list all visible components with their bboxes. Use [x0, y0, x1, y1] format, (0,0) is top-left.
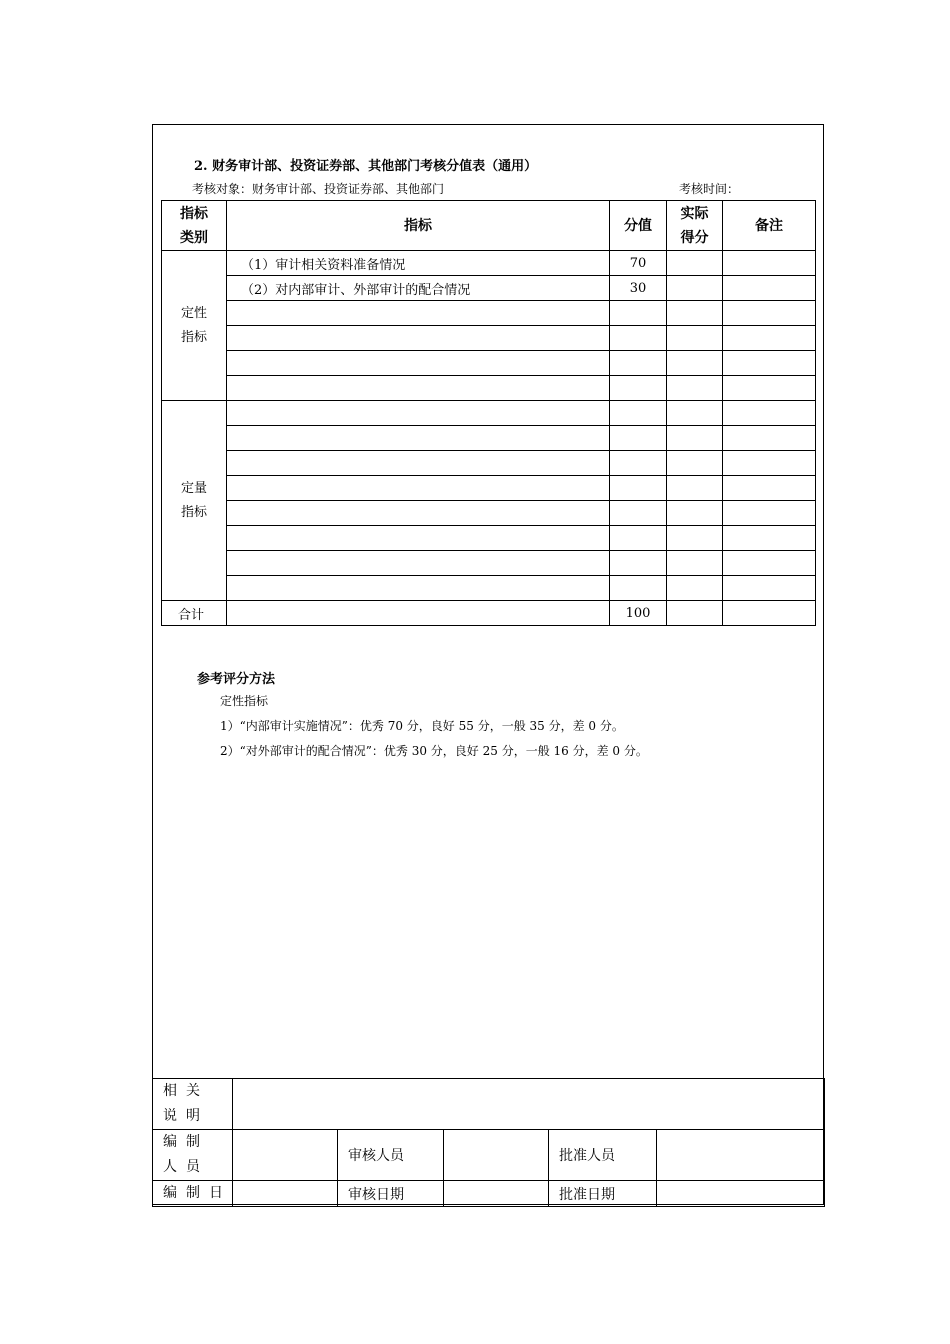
table-row — [162, 476, 816, 501]
score-cell[interactable] — [610, 401, 667, 426]
table-row — [162, 326, 816, 351]
header-remark: 备注 — [723, 201, 816, 251]
table-row — [162, 526, 816, 551]
reviewer-label: 审核人员 — [338, 1130, 444, 1181]
actual-score-cell[interactable] — [667, 501, 723, 526]
score-cell[interactable] — [610, 501, 667, 526]
related-notes-row — [153, 1079, 825, 1130]
table-row — [162, 376, 816, 401]
reviewer-field[interactable] — [444, 1130, 549, 1181]
score-cell[interactable] — [610, 326, 667, 351]
related-notes-label: 相关说明 — [153, 1079, 233, 1130]
table-row — [162, 301, 816, 326]
actual-score-cell[interactable] — [667, 426, 723, 451]
reference-title: 参考评分方法 — [197, 672, 276, 687]
actual-score-cell[interactable] — [667, 551, 723, 576]
approver-field[interactable] — [657, 1130, 825, 1181]
remark-cell[interactable] — [723, 301, 816, 326]
table-row — [162, 401, 816, 426]
table-row — [162, 501, 816, 526]
review-date-label: 审核日期 — [338, 1181, 444, 1207]
review-date-field[interactable] — [444, 1181, 549, 1207]
actual-score-cell[interactable] — [667, 376, 723, 401]
score-cell[interactable] — [610, 426, 667, 451]
score-cell: 30 — [610, 276, 667, 301]
approval-date-label: 批准日期 — [549, 1181, 657, 1207]
score-cell[interactable] — [610, 451, 667, 476]
indicator-cell[interactable] — [227, 351, 610, 376]
remark-cell[interactable] — [723, 351, 816, 376]
dates-row — [153, 1181, 825, 1207]
remark-cell[interactable] — [723, 376, 816, 401]
score-table — [161, 200, 816, 626]
table-row — [162, 351, 816, 376]
indicator-cell[interactable] — [227, 451, 610, 476]
prepared-by-field[interactable] — [233, 1130, 338, 1181]
personnel-row — [153, 1130, 825, 1181]
table-row — [162, 451, 816, 476]
score-cell[interactable] — [610, 351, 667, 376]
reference-subtitle: 定性指标 — [220, 694, 269, 708]
table-row — [162, 276, 816, 301]
qualitative-category: 定性指标 — [162, 251, 227, 401]
actual-score-cell[interactable] — [667, 401, 723, 426]
remark-cell[interactable] — [723, 426, 816, 451]
total-remark-cell[interactable] — [723, 601, 816, 626]
score-cell[interactable] — [610, 376, 667, 401]
header-score: 分值 — [610, 201, 667, 251]
prepared-date-label: 编制日 — [153, 1181, 233, 1207]
total-row — [162, 601, 816, 626]
remark-cell[interactable] — [723, 501, 816, 526]
score-cell: 70 — [610, 251, 667, 276]
remark-cell[interactable] — [723, 251, 816, 276]
score-cell[interactable] — [610, 551, 667, 576]
indicator-cell[interactable] — [227, 401, 610, 426]
remark-cell[interactable] — [723, 326, 816, 351]
total-label: 合计 — [162, 601, 227, 626]
approver-label: 批准人员 — [549, 1130, 657, 1181]
signoff-table — [152, 1078, 825, 1207]
related-notes-field[interactable] — [233, 1079, 825, 1130]
table-row — [162, 551, 816, 576]
actual-score-cell[interactable] — [667, 476, 723, 501]
reference-item: 1）“内部审计实施情况”：优秀 70 分，良好 55 分，一般 35 分，差 0 分。 — [220, 719, 624, 733]
actual-score-cell[interactable] — [667, 451, 723, 476]
score-cell[interactable] — [610, 526, 667, 551]
assessment-target: 考核对象：财务审计部、投资证券部、其他部门 — [192, 182, 445, 196]
indicator-cell[interactable] — [227, 526, 610, 551]
table-row — [162, 251, 816, 276]
approval-date-field[interactable] — [657, 1181, 825, 1207]
actual-score-cell[interactable] — [667, 351, 723, 376]
indicator-cell[interactable] — [227, 326, 610, 351]
assessment-time-label: 考核时间： — [679, 182, 740, 196]
score-cell[interactable] — [610, 301, 667, 326]
indicator-cell[interactable] — [227, 376, 610, 401]
actual-score-cell[interactable] — [667, 251, 723, 276]
remark-cell[interactable] — [723, 276, 816, 301]
indicator-cell[interactable] — [227, 501, 610, 526]
actual-score-cell[interactable] — [667, 526, 723, 551]
header-actual: 实际得分 — [667, 201, 723, 251]
indicator-cell[interactable] — [227, 301, 610, 326]
total-score: 100 — [610, 601, 667, 626]
form-title: 2. 财务审计部、投资证券部、其他部门考核分值表（通用） — [194, 159, 538, 174]
indicator-cell[interactable] — [227, 476, 610, 501]
table-header-row — [162, 201, 816, 251]
indicator-cell: （2）对内部审计、外部审计的配合情况 — [227, 276, 610, 301]
total-actual-cell[interactable] — [667, 601, 723, 626]
indicator-cell[interactable] — [227, 551, 610, 576]
actual-score-cell[interactable] — [667, 326, 723, 351]
remark-cell[interactable] — [723, 576, 816, 601]
header-category: 指标类别 — [162, 201, 227, 251]
remark-cell[interactable] — [723, 401, 816, 426]
actual-score-cell[interactable] — [667, 301, 723, 326]
actual-score-cell[interactable] — [667, 576, 723, 601]
header-indicator: 指标 — [227, 201, 610, 251]
table-row — [162, 426, 816, 451]
quantitative-category: 定量指标 — [162, 401, 227, 601]
score-cell[interactable] — [610, 576, 667, 601]
reference-item: 2）“对外部审计的配合情况”：优秀 30 分，良好 25 分，一般 16 分，差 0 分。 — [220, 744, 648, 758]
indicator-cell[interactable] — [227, 426, 610, 451]
remark-cell[interactable] — [723, 551, 816, 576]
score-cell[interactable] — [610, 476, 667, 501]
remark-cell[interactable] — [723, 476, 816, 501]
prepared-date-field[interactable] — [233, 1181, 338, 1207]
indicator-cell[interactable] — [227, 576, 610, 601]
remark-cell[interactable] — [723, 526, 816, 551]
table-row — [162, 576, 816, 601]
prepared-by-label: 编制人员 — [153, 1130, 233, 1181]
actual-score-cell[interactable] — [667, 276, 723, 301]
remark-cell[interactable] — [723, 451, 816, 476]
total-indicator-cell — [227, 601, 610, 626]
indicator-cell: （1）审计相关资料准备情况 — [227, 251, 610, 276]
